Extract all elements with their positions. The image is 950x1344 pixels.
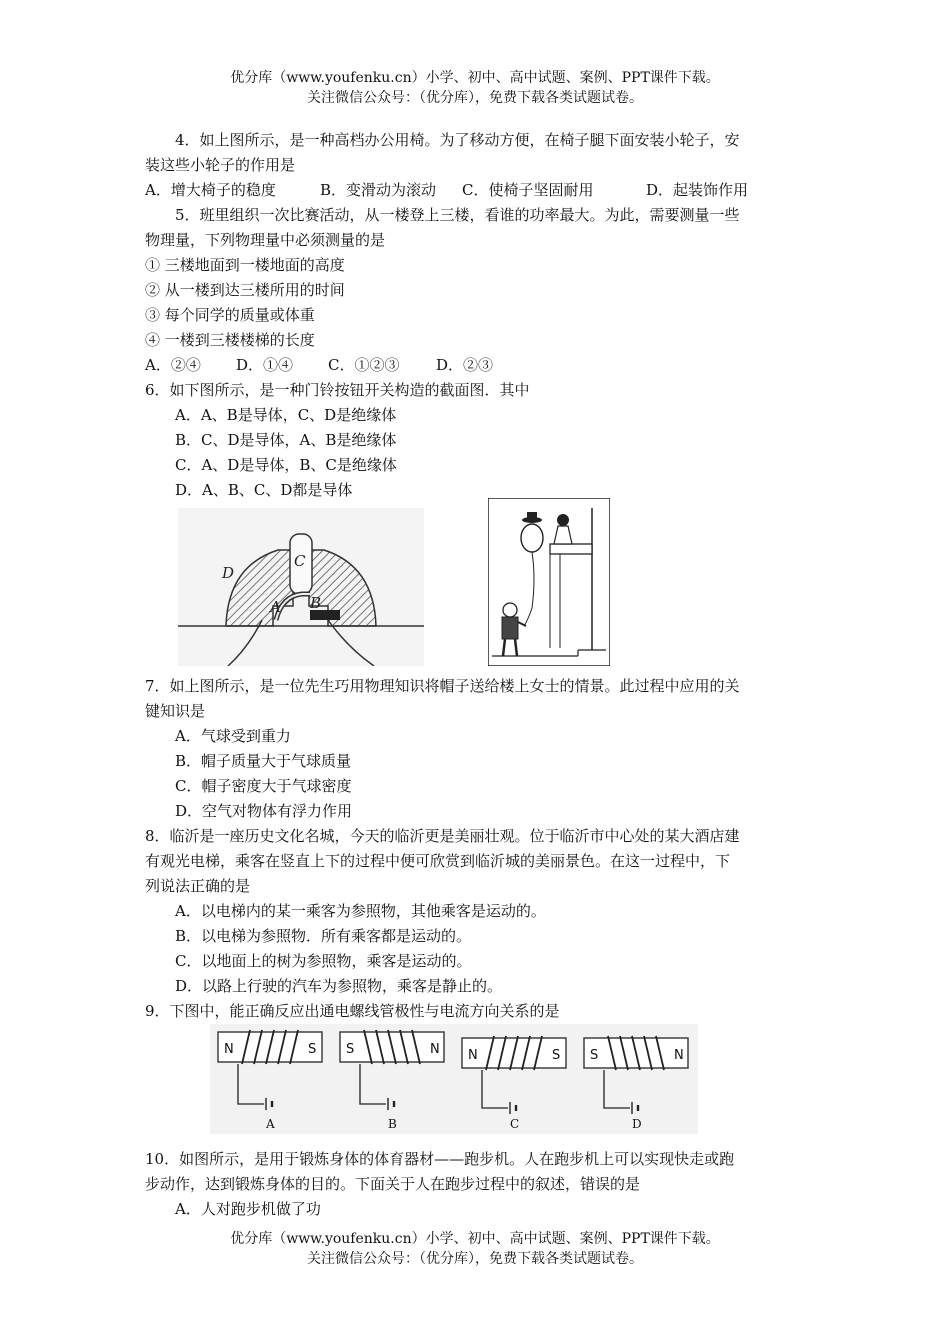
figure-label-c: C [294, 552, 306, 570]
q6-option-d: D．A、B、C、D都是导体 [175, 481, 353, 499]
q8-stem-line-2: 有观光电梯，乘客在竖直上下的过程中便可欣赏到临沂城的美丽景色。在这一过程中，下 [145, 852, 731, 870]
q10-stem-line-1: 10．如图所示，是用于锻炼身体的体育器材——跑步机。人在跑步机上可以实现快走或跑 [145, 1150, 735, 1168]
q10-option-a: A．人对跑步机做了功 [175, 1200, 321, 1218]
q5-item-2: ② 从一楼到达三楼所用的时间 [145, 281, 345, 299]
header-line-2: 关注微信公众号：（优分库），免费下载各类试题试卷。 [307, 90, 643, 106]
q4-option-c: C．使椅子坚固耐用 [462, 181, 594, 199]
pole-left-b: S [346, 1042, 355, 1057]
balloon-hat-figure [488, 498, 610, 666]
q7-option-a: A．气球受到重力 [175, 727, 291, 745]
header-line-1: 优分库（www.youfenku.cn）小学、初中、高中试题、案例、PPT课件下载。 [230, 70, 720, 86]
pole-right-a: S [308, 1042, 317, 1057]
panel-label-a: A [266, 1117, 275, 1131]
q7-option-b: B．帽子质量大于气球质量 [175, 752, 352, 770]
q9-stem: 9．下图中，能正确反应出通电螺线管极性与电流方向关系的是 [145, 1002, 560, 1020]
q8-option-d: D．以路上行驶的汽车为参照物，乘客是静止的。 [175, 977, 503, 995]
pole-right-c: S [552, 1048, 561, 1063]
panel-label-d: D [632, 1117, 642, 1131]
pole-left-d: S [590, 1048, 599, 1063]
q6-stem: 6．如下图所示，是一种门铃按钮开关构造的截面图．其中 [145, 381, 530, 399]
q5-stem-line-2: 物理量，下列物理量中必须测量的是 [145, 231, 386, 249]
q7-stem-line-1: 7．如上图所示，是一位先生巧用物理知识将帽子送给楼上女士的情景。此过程中应用的关 [145, 677, 740, 695]
q5-option-d: D．②③ [436, 356, 494, 374]
pole-right-d: N [674, 1048, 684, 1063]
footer-line-1: 优分库（www.youfenku.cn）小学、初中、高中试题、案例、PPT课件下载。 [230, 1231, 720, 1247]
q5-item-1: ① 三楼地面到一楼地面的高度 [145, 256, 345, 274]
footer-line-2: 关注微信公众号：（优分库），免费下载各类试题试卷。 [307, 1251, 643, 1267]
q4-option-d: D．起装饰作用 [646, 181, 749, 199]
panel-label-b: B [388, 1117, 397, 1131]
q6-option-c: C．A、D是导体，B、C是绝缘体 [175, 456, 397, 474]
doorbell-switch-figure [178, 508, 424, 666]
q7-option-c: C．帽子密度大于气球密度 [175, 777, 352, 795]
q6-option-b: B．C、D是导体，A、B是绝缘体 [175, 431, 397, 449]
q8-option-c: C．以地面上的树为参照物，乘客是运动的。 [175, 952, 472, 970]
q5-option-c: C．①②③ [328, 356, 400, 374]
q5-option-b: D．①④ [236, 356, 294, 374]
q5-item-3: ③ 每个同学的质量或体重 [145, 306, 315, 324]
solenoid-figures [210, 1024, 698, 1134]
q4-option-b: B．变滑动为滚动 [320, 181, 437, 199]
q4-option-a: A．增大椅子的稳度 [145, 181, 276, 199]
q8-stem-line-1: 8．临沂是一座历史文化名城，今天的临沂更是美丽壮观。位于临沂市中心处的某大酒店建 [145, 827, 740, 845]
pole-left-c: N [468, 1048, 478, 1063]
figure-label-a: A [270, 598, 281, 616]
q7-stem-line-2: 键知识是 [145, 702, 206, 720]
q5-stem-line-1: 5．班里组织一次比赛活动，从一楼登上三楼，看谁的功率最大。为此，需要测量一些 [175, 206, 740, 224]
q5-item-4: ④ 一楼到三楼楼梯的长度 [145, 331, 315, 349]
q8-option-a: A．以电梯内的某一乘客为参照物，其他乘客是运动的。 [175, 902, 546, 920]
panel-label-c: C [510, 1117, 520, 1131]
pole-right-b: N [430, 1042, 440, 1057]
q10-stem-line-2: 步动作，达到锻炼身体的目的。下面关于人在跑步过程中的叙述，错误的是 [145, 1175, 641, 1193]
q6-option-a: A．A、B是导体，C、D是绝缘体 [175, 406, 397, 424]
q8-stem-line-3: 列说法正确的是 [145, 877, 251, 895]
figure-label-b: B [310, 594, 322, 612]
q8-option-b: B．以电梯为参照物．所有乘客都是运动的。 [175, 927, 472, 945]
q7-option-d: D．空气对物体有浮力作用 [175, 802, 353, 820]
q4-stem-line-1: 4．如上图所示，是一种高档办公用椅。为了移动方便，在椅子腿下面安装小轮子，安 [175, 131, 740, 149]
figure-label-d: D [222, 564, 235, 582]
q5-option-a: A．②④ [145, 356, 201, 374]
q4-stem-line-2: 装这些小轮子的作用是 [145, 156, 296, 174]
pole-left-a: N [224, 1042, 234, 1057]
